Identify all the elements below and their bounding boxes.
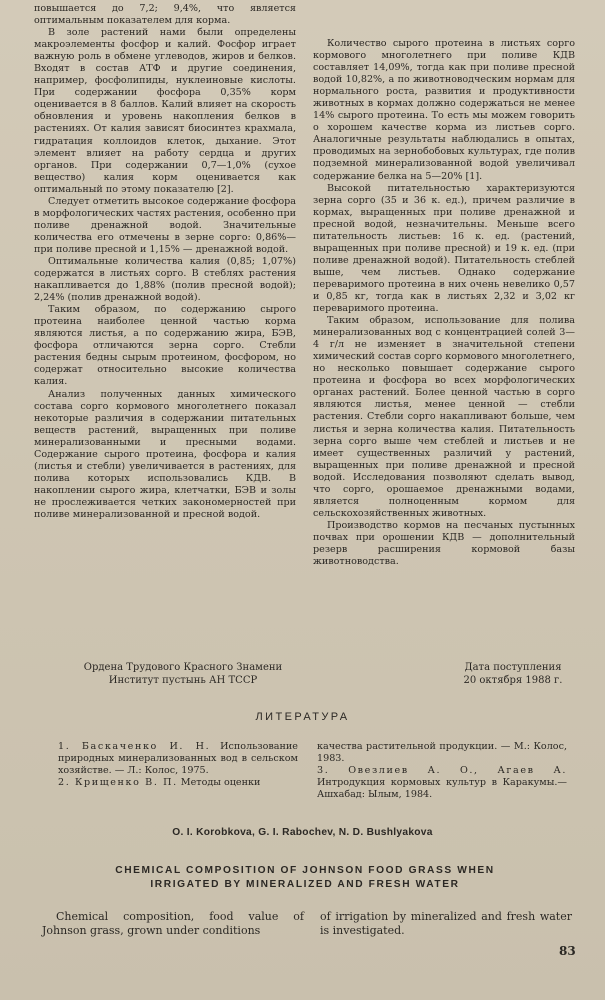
english-title-line: CHEMICAL COMPOSITION OF JOHNSON FOOD GRASS WHEN bbox=[115, 865, 495, 876]
reference-text: Методы оценки bbox=[177, 777, 261, 789]
affiliation-line: Институт пустынь АН ТССР bbox=[108, 675, 258, 686]
right-text-column bbox=[313, 38, 575, 568]
paragraph: Анализ полученных данных химического состава сорго кормового многолетнего показал некоторые различия в содержании питательных веществ растений, выращенных при поливе минерализованными и пресными водами. Содержание сырого протеина, фосфора и калия (листья и стебли) увеличивается в растениях, для полива которых использовались КДВ. В накоплении сырого жира, клетчатки, БЭВ и золы не прослеживается четких закономерностей при поливе минерализованной и пресной водой. bbox=[34, 388, 296, 520]
english-authors: O. I. Korobkova, G. I. Rabochev, N. D. Bushlyakova bbox=[172, 827, 433, 838]
english-title bbox=[60, 864, 550, 892]
paragraph: Таким образом, использование для полива минерализованных вод с концентрацией солей 3—4 г/л не изменяет в значительной степени химический состав сорго кормового многолетнего, но несколько повышает содержание сырого протеина и фосфора во всех морфологических органах растений. Более ценной частью в сорго являются листья, менее ценной — стебли растения. Стебли сорго накапливают больше, чем листья и зерна количества калия. Питательность зерна сорго выше чем стеблей и листьев и не имеет существенных различий у растений, выращенных при поливе дренажной и пресной водой. Исследования позволяют сделать вывод, что сорго, орошаемое дренажными водами, является полноценным кормом для сельскохозяйственных животных. bbox=[313, 315, 575, 519]
paragraph: В золе растений нами были определены макроэлементы фосфор и калий. Фосфор играет важную роль в обмене углеводов, жиров и белков. Входят в состав АТФ и другие соединения, например, фосфолипиды, нуклеиновые кислоты. При содержании фосфора 0,35% корм оценивается в 8 баллов. Калий влияет на скорость обновления и уровень накопления белков в растениях. От калия зависят биосинтез крахмала, гидратация коллоидов клеток, дыхание. Этот элемент влияет на работу сердца и других органов. При содержании 0,7—1,0% (сухое вещество) калия корм оценивается как оптимальный по этому показателю [2]. bbox=[34, 27, 296, 195]
english-title-line: IRRIGATED BY MINERALIZED AND FRESH WATER bbox=[150, 879, 460, 890]
left-text-column bbox=[34, 3, 296, 521]
page-number: 83 bbox=[559, 944, 576, 958]
affiliation-line: Ордена Трудового Красного Знамени bbox=[83, 662, 283, 673]
paragraph: Следует отметить высокое содержание фосфора в морфологических частях растения, особенно при поливе дренажной водой. Значительные количества его отмечены в зерне сорго: 0,86%—при поливе пресной и 1,15% — дренажной водой. bbox=[34, 195, 296, 255]
reference-text: качества растительной продукции. — М.: Колос, 1983. bbox=[317, 741, 567, 765]
reference-text: Интродукция кормовых культур в Каракумы.— Ашхабад: Ылым, 1984. bbox=[317, 777, 567, 801]
paragraph: Оптимальные количества калия (0,85; 1,07%) содержатся в листьях сорго. В стеблях растения накапливается до 1,88% (полив пресной водой); 2,24% (полив дренажной водой). bbox=[34, 255, 296, 304]
received-date-value: 20 октября 1988 г. bbox=[463, 675, 563, 686]
reference-text: Использование природных минерализованных вод в сельском хозяйстве. — Л.: Колос, 1975. bbox=[58, 741, 298, 777]
references-right bbox=[317, 741, 567, 801]
affiliation bbox=[78, 661, 288, 687]
references-left bbox=[58, 741, 298, 789]
english-abstract-right: of irrigation by mineralized and fresh water is investigated. bbox=[320, 910, 572, 937]
paragraph: Производство кормов на песчаных пустынных почвах при орошении КДВ — дополнительный резерв расширения кормовой базы животноводства. bbox=[313, 519, 575, 568]
reference-item bbox=[317, 741, 567, 765]
reference-author: 3. Овезлиев А. О., Агаев А. bbox=[317, 765, 567, 777]
reference-author: 2. Крищенко В. П. bbox=[58, 777, 178, 789]
english-abstract-left: Chemical composition, food value of Johnson grass, grown under conditions bbox=[42, 910, 304, 937]
literature-heading: ЛИТЕРАТУРА bbox=[255, 711, 350, 723]
reference-author: 1. Баскаченко И. Н. bbox=[58, 741, 211, 752]
received-date-label: Дата поступления bbox=[464, 662, 562, 673]
reference-item bbox=[58, 741, 298, 777]
paragraph: Количество сырого протеина в листьях сорго кормового многолетнего при поливе КДВ составляет 14,09%, тогда как при поливе пресной водой 10,82%, а по животноводческим нормам для нормального роста, развития и продуктивности животных в кормах должно содержаться не менее 14% сырого протеина. То есть мы можем говорить о хорошем качестве корма из листьев сорго. Аналогичные результаты наблюдались в опытах, проводимых на зернобобовых культурах, где полив подземной минерализованной водой увеличивал содержание белка на 5—20% [1]. bbox=[313, 38, 575, 182]
received-date bbox=[438, 661, 588, 687]
reference-item bbox=[317, 765, 567, 801]
paragraph: Таким образом, по содержанию сырого протеина наиболее ценной частью корма являются листья, а по содержанию жира, БЭВ, фосфора отличаются зерна сорго. Стебли растения бедны сырым протеином, фосфором, но содержат относительно высокие количества калия. bbox=[34, 304, 296, 388]
paragraph: повышается до 7,2; 9,4%, что является оптимальным показателем для корма. bbox=[34, 3, 296, 27]
reference-item bbox=[58, 777, 298, 789]
paragraph: Высокой питательностью характеризуются зерна сорго (35 и 36 к. ед.), причем различие в кормах, выращенных при поливе дренажной и пресной водой, незначительны. Меньше всего питательность листьев: 16 к. ед. (растений, выращенных при поливе пресной) и 19 к. ед. (при поливе дренажной водой). Питательность стеблей выше, чем листьев. Однако содержание переваримого протеина в них очень невелико 0,57 и 0,85 кг, тогда как в листьях 2,32 и 3,02 кг переваримого протеина. bbox=[313, 182, 575, 315]
